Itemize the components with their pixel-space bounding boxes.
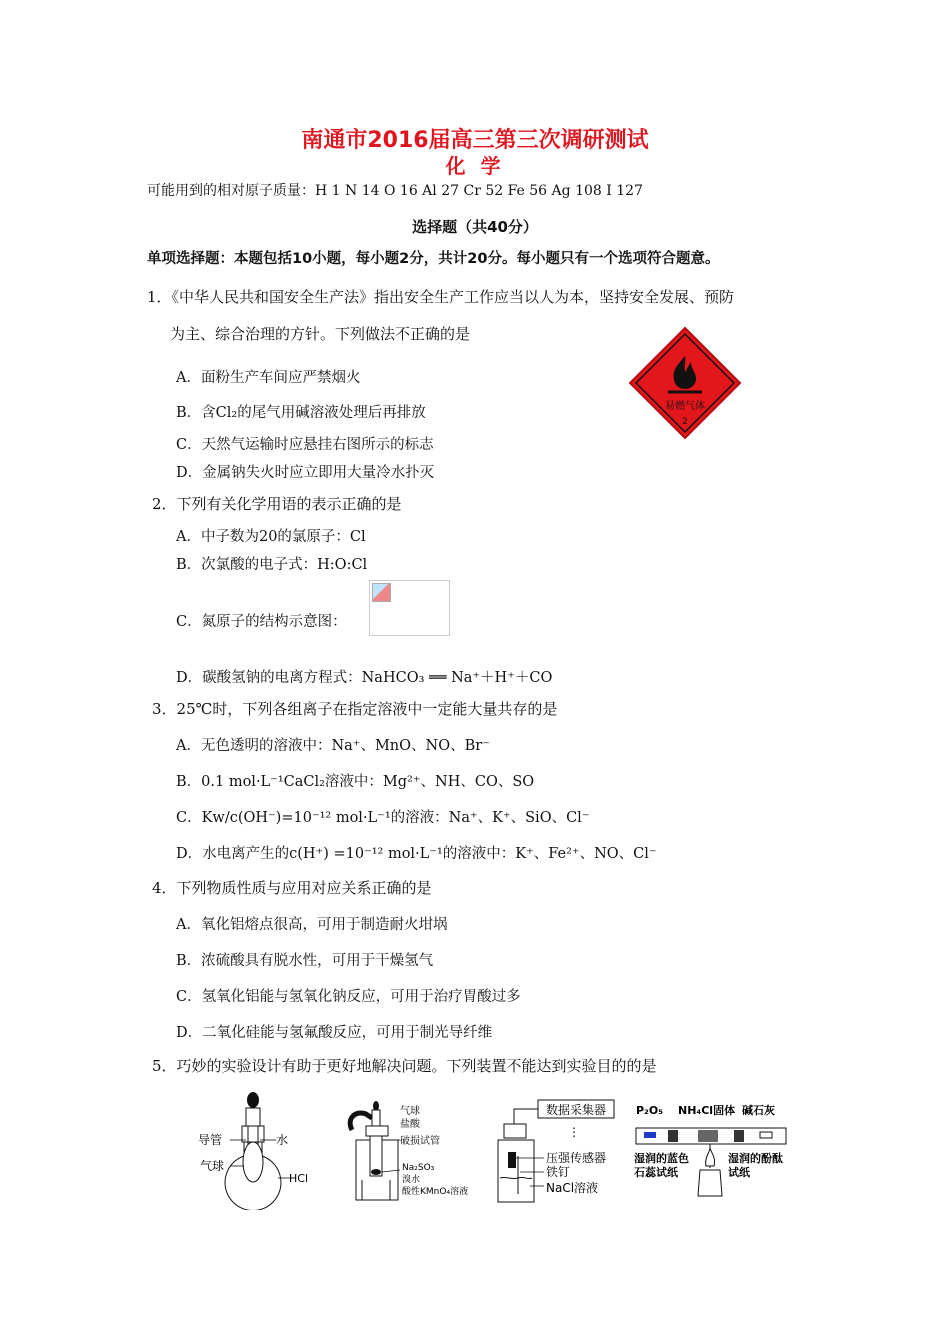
fig2-salt-label: Na₂SO₃ (402, 1163, 435, 1173)
sign-number: 2 (682, 417, 688, 427)
q3-stem: 3．25℃时，下列各组离子在指定溶液中一定能大量共存的是 (152, 700, 558, 718)
fig1-balloon-label: 气球 (200, 1159, 225, 1173)
fig4-red-paper-label-1: 湿润的酚酞 (728, 1152, 783, 1165)
fig4-lime-label: 碱石灰 (742, 1104, 775, 1117)
fig1-tube-label: 导管 (198, 1133, 223, 1147)
so2-apparatus-figure (346, 1100, 486, 1212)
nh4cl-decomposition-figure (634, 1100, 794, 1212)
fig1-water-label: 水 (276, 1133, 289, 1147)
fig3-nail-label: 铁钉 (546, 1165, 571, 1179)
q2-option-b: B．次氯酸的电子式：H:O:Cl (176, 557, 368, 573)
q1-stem-line1: 1．《中华人民共和国安全生产法》指出安全生产工作应当以人为本，坚持安全发展、预防 (147, 288, 735, 306)
fig4-red-paper-label-2: 试纸 (728, 1166, 750, 1179)
q5-stem: 5．巧妙的实验设计有助于更好地解决问题。下列装置不能达到实验目的的是 (152, 1057, 657, 1075)
fig4-blue-paper-label-2: 石蕊试纸 (634, 1166, 678, 1179)
q2-option-a: A．中子数为20的氯原子：Cl (176, 529, 366, 545)
q1-option-a: A．面粉生产车间应严禁烟火 (176, 370, 361, 386)
q1-option-b: B．含Cl₂的尾气用碱溶液处理后再排放 (176, 405, 426, 421)
q4-option-b: B．浓硫酸具有脱水性，可用于干燥氢气 (176, 953, 434, 969)
q2-option-d: D．碳酸氢钠的电离方程式：NaHCO₃ ══ Na⁺＋H⁺＋CO (176, 670, 553, 686)
q2-option-c: C．氮原子的结构示意图： (176, 614, 347, 630)
fig4-blue-paper-label-1: 湿润的蓝色 (634, 1152, 689, 1165)
fountain-apparatus-figure (196, 1090, 316, 1210)
section-title: 选择题（共40分） (412, 218, 538, 236)
subject-title: 化 学 (445, 154, 505, 178)
atomic-masses: 可能用到的相对原子质量：H 1 N 14 O 16 Al 27 Cr 52 Fe 56 Ag 108 I 127 (147, 183, 643, 199)
sign-label: 易燃气体 (665, 401, 705, 412)
q1-option-c: C．天然气运输时应悬挂右图所示的标志 (176, 437, 434, 453)
q4-option-a: A．氧化铝熔点很高，可用于制造耐火坩埚 (176, 917, 448, 933)
fig2-acid-label: 盐酸 (400, 1119, 420, 1130)
exam-title: 南通市2016届高三第三次调研测试 (301, 128, 649, 153)
image-icon (372, 583, 391, 602)
q3-option-c: C．Kw/c(OH⁻)=10⁻¹² mol·L⁻¹的溶液：Na⁺、K⁺、SiO、Cl⁻ (176, 810, 590, 826)
fig3-dots: ⋮ (568, 1125, 580, 1139)
q4-stem: 4．下列物质性质与应用对应关系正确的是 (152, 879, 432, 897)
fig1-gas-label: HCl (289, 1172, 309, 1185)
q2-stem: 2．下列有关化学用语的表示正确的是 (152, 495, 402, 513)
fig2-bromine-label: 溴水 (402, 1175, 421, 1185)
fig2-kmno4-label: 酸性KMnO₄溶液 (402, 1187, 469, 1197)
q1-option-d: D．金属钠失火时应立即用大量冷水扑灭 (176, 465, 435, 481)
q3-option-d: D．水电离产生的c(H⁺) =10⁻¹² mol·L⁻¹的溶液中：K⁺、Fe²⁺、NO、Cl⁻ (176, 846, 657, 862)
fig3-nacl-label: NaCl溶液 (546, 1181, 599, 1195)
pressure-sensor-figure (494, 1094, 624, 1212)
q4-option-d: D．二氧化硅能与氢氟酸反应，可用于制光导纤维 (176, 1025, 493, 1041)
q3-option-a: A．无色透明的溶液中：Na⁺、MnO、NO、Br⁻ (176, 738, 490, 754)
section-instruction: 单项选择题：本题包括10小题，每小题2分，共计20分。每小题只有一个选项符合题意。 (147, 251, 720, 267)
fig4-nh4cl-label: NH₄Cl固体 (678, 1104, 736, 1117)
broken-image-placeholder (369, 580, 450, 636)
flammable-gas-sign-icon (628, 326, 742, 440)
fig3-collector-label: 数据采集器 (545, 1103, 607, 1117)
fig2-broken-tube-label: 破损试管 (400, 1136, 440, 1147)
q3-option-b: B．0.1 mol·L⁻¹CaCl₂溶液中：Mg²⁺、NH、CO、SO (176, 774, 535, 790)
fig2-balloon-label: 气球 (400, 1106, 420, 1117)
q4-option-c: C．氢氧化铝能与氢氧化钠反应，可用于治疗胃酸过多 (176, 989, 521, 1005)
q1-stem-line2: 为主、综合治理的方针。下列做法不正确的是 (170, 325, 471, 343)
fig3-sensor-label: 压强传感器 (546, 1151, 607, 1165)
fig4-p2o5-label: P₂O₅ (636, 1104, 664, 1117)
